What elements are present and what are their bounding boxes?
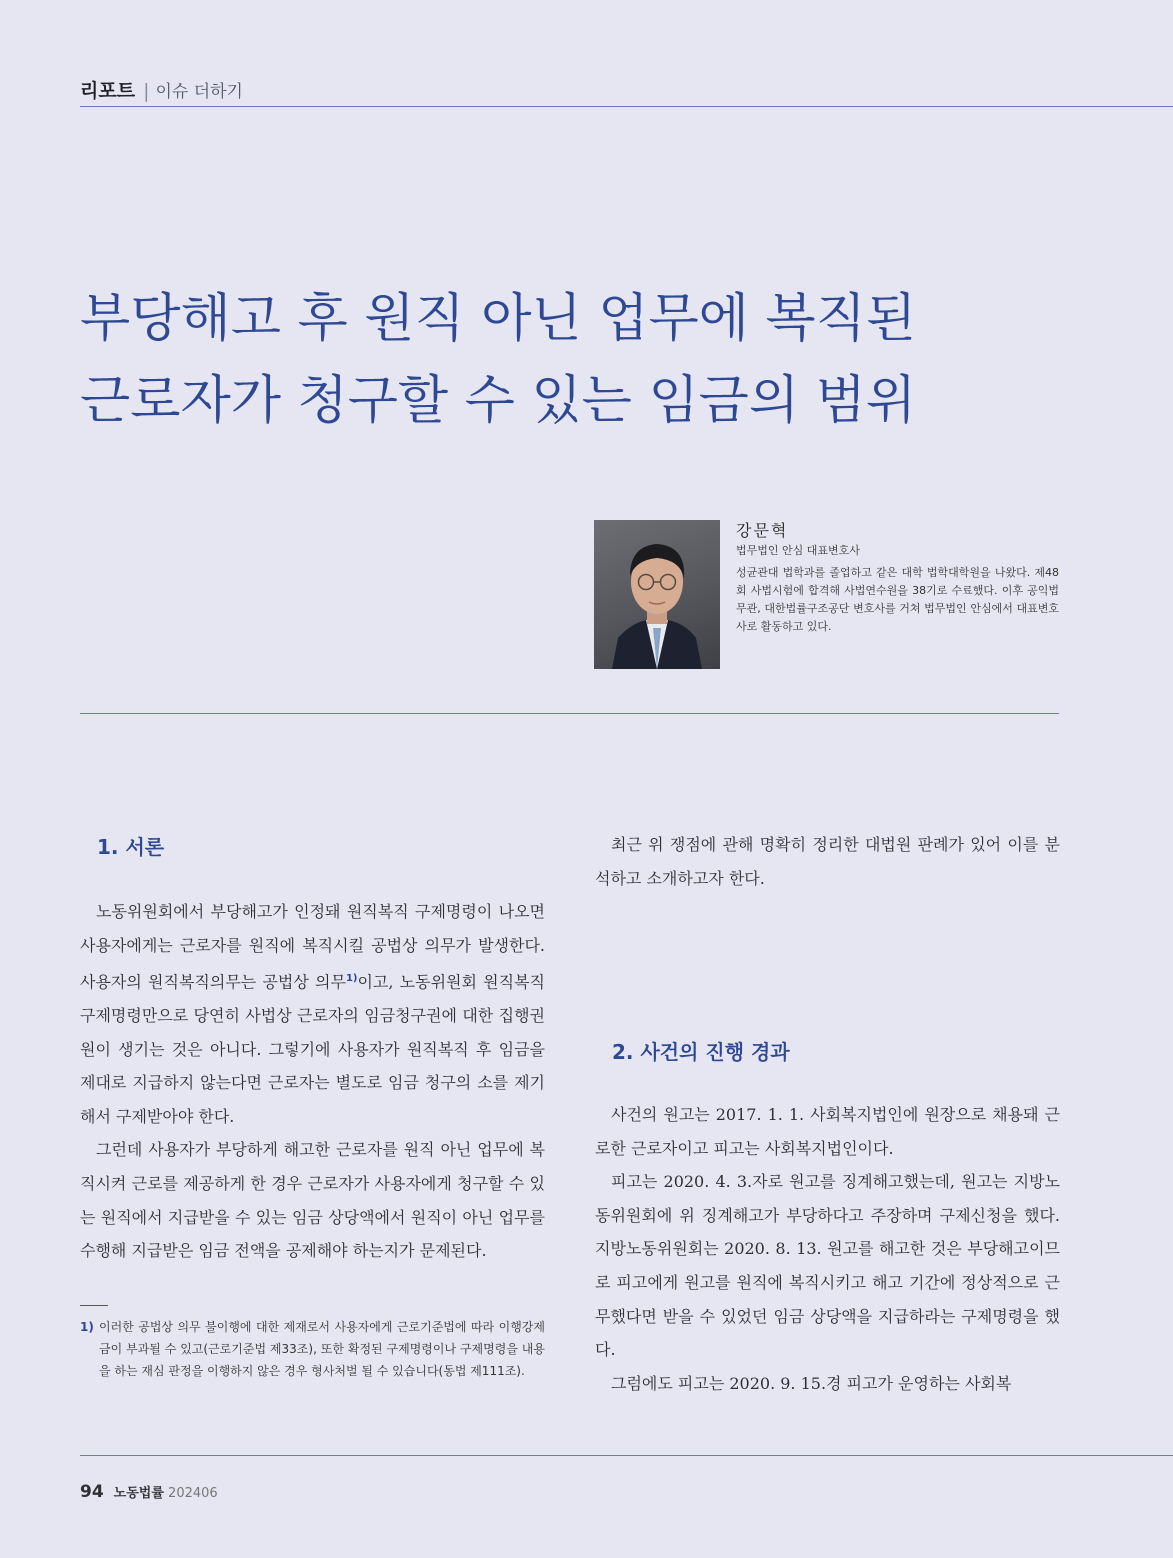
paragraph: 그럼에도 피고는 2020. 9. 15.경 피고가 운영하는 사회복: [611, 1373, 1012, 1393]
author-photo: [594, 520, 720, 669]
footnote-divider: [80, 1305, 108, 1306]
title-line-1: 부당해고 후 원직 아닌 업무에 복직된: [80, 289, 917, 349]
paragraph: 피고는 2020. 4. 3.자로 원고를 징계해고했는데, 원고는 지방노동위원회에 위 징계해고가 부당하다고 주장하며 구제신청을 했다. 지방노동위원회는 2020. 8. 13. 원고를 해고한 것은 부당해고이므로 피고에게 원고를 원직에 복직시키고 해고 기간에 정상적으로 근무했다면 받을 수 있었던 임금 상당액을 지급하라는 구제명령을 했다.: [595, 1172, 1060, 1360]
bottom-divider: [80, 1455, 1173, 1456]
right-column-section-2: [595, 1098, 1060, 1400]
author-name: 강문혁: [736, 521, 789, 540]
left-column: [80, 895, 545, 1268]
paragraph-text: 노동위원회에서 부당해고가 인정돼 원직복직 구제명령이 나오면 사용자에게는 근로자를 원직에 복직시킬 공법상 의무가 발생한다. 사용자의 원직복직의무는 공법상 의무: [80, 902, 545, 992]
top-divider: [80, 106, 1173, 107]
author-divider: [80, 713, 1059, 714]
paragraph: 그런데 사용자가 부당하게 해고한 근로자를 원직 아닌 업무에 복직시켜 근로를 제공하게 한 경우 근로자가 사용자에게 청구할 수 있는 원직에서 지급받을 수 있는 임금 상당액에서 원직이 아닌 업무를 수행해 지급받은 임금 전액을 공제해야 하는지가 문제된다.: [80, 1140, 545, 1261]
section-title: 리포트: [80, 80, 136, 102]
paragraph-text: 이고, 노동위원회 원직복직 구제명령만으로 당연히 사법상 근로자의 임금청구권에 대한 집행권원이 생기는 것은 아니다. 그렇기에 사용자가 원직복직 후 임금을 제대로 지급하지 않는다면 근로자는 별도로 임금 청구의 소를 제기해서 구제받아야 한다.: [80, 972, 545, 1126]
header-separator: |: [143, 80, 150, 102]
author-bio: 성균관대 법학과를 졸업하고 같은 대학 법학대학원을 나왔다. 제48회 사법시험에 합격해 사법연수원을 38기로 수료했다. 이후 공익법무관, 대한법률구조공단 변호사를 거쳐 법무법인 안심에서 대표변호사로 활동하고 있다.: [736, 566, 1059, 633]
magazine-name: 노동법률: [113, 1486, 164, 1501]
section-header: [80, 76, 243, 103]
article-title: [80, 278, 1080, 442]
paragraph: 최근 위 쟁점에 관해 명확히 정리한 대법원 판례가 있어 이를 분석하고 소개하고자 한다.: [595, 835, 1060, 888]
author-portrait-icon: [594, 520, 720, 669]
author-role: 법무법인 안심 대표변호사: [736, 544, 860, 557]
footnote-ref[interactable]: 1): [345, 973, 358, 985]
page-footer: [80, 1482, 218, 1502]
footnote-text: 이러한 공법상 의무 불이행에 대한 제재로서 사용자에게 근로기준법에 따라 이행강제금이 부과될 수 있고(근로기준법 제33조), 또한 확정된 구제명령이나 구제명령을 내용을 하는 재심 판정을 이행하지 않은 경우 형사처벌 될 수 있습니다(동법 제111조).: [99, 1320, 545, 1378]
title-line-2: 근로자가 청구할 수 있는 임금의 범위: [80, 371, 917, 431]
section-1-heading: 1. 서론: [97, 835, 165, 859]
footnote: [80, 1316, 545, 1382]
paragraph: 사건의 원고는 2017. 1. 1. 사회복지법인에 원장으로 채용돼 근로한 근로자이고 피고는 사회복지법인이다.: [595, 1105, 1060, 1158]
section-subtitle: 이슈 더하기: [155, 82, 243, 102]
issue-number: 202406: [168, 1486, 218, 1501]
paragraph: [80, 895, 545, 1133]
page-number: 94: [80, 1482, 104, 1502]
section-2-heading: 2. 사건의 진행 경과: [612, 1040, 790, 1064]
footnote-number: 1): [80, 1320, 94, 1334]
right-column-text: [595, 828, 1060, 895]
